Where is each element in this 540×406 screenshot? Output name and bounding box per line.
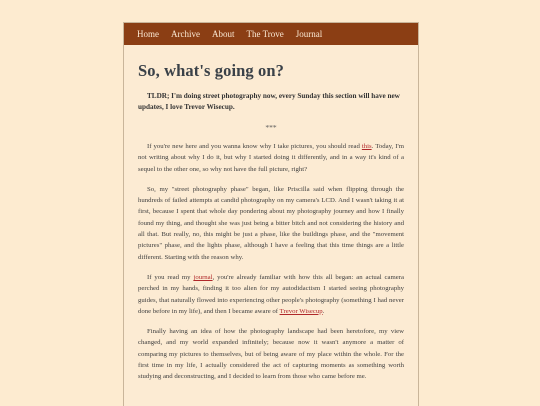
nav-archive[interactable]: Archive	[171, 29, 200, 39]
nav-journal[interactable]: Journal	[295, 29, 323, 39]
paragraph-1-text-a: If you're new here and you wanna know why I take pictures, you should read	[147, 143, 362, 150]
paragraph-3	[138, 272, 404, 317]
article	[124, 45, 418, 383]
paragraph-4: Finally having an idea of how the photography landscape had been heretofore, my view changed, and my world expanded infinitely; because now it wasn't anymore a matter of comparing my pictures to themselves, but of being aware of my place within the whole. For the first time in my life, I actually considered the act of capturing moments as something worth studying and deconstructing, and I decided to learn from those who came before me.	[138, 328, 404, 381]
nav-about[interactable]: About	[212, 29, 235, 39]
nav-home[interactable]: Home	[137, 29, 159, 39]
paragraph-3-text-c: .	[322, 307, 325, 315]
section-separator: ***	[265, 123, 277, 132]
paragraph-3-text-a: If you read my	[147, 273, 194, 281]
paragraph-1	[138, 141, 404, 175]
top-nav	[124, 23, 418, 45]
journal-link[interactable]: journal	[193, 273, 213, 281]
paragraph-1-text-b: . Today, I'm not writing about why I do it, but why I started doing it differently, and in a way it's kind of a sequel to the other one, so why not have the full picture, right?	[138, 143, 404, 173]
this-link[interactable]: this	[361, 143, 372, 150]
page-title: So, what's going on?	[138, 61, 284, 80]
trevor-wisecup-link[interactable]: Trevor Wisecup	[279, 307, 323, 315]
nav-the-trove[interactable]: The Trove	[246, 29, 284, 39]
paragraph-3-text-b: , you're already familiar with how this all began: an actual camera perched in my hands, finding it too alien for my autodidactism I started seeing photography guides, that naturally flowed into experiencing other people's photography (something I had never done before in my life), and then I became aware of	[138, 273, 404, 315]
paragraph-2: So, my "street photography phase" began, like Priscilla said when flipping through the hundreds of failed attempts at candid photography on my camera's LCD. And I wasn't taking it at first, because I spent that whole day pondering about my photography journey and how I finally found my thing, and thought she was just being a bitter bitch and not considering the history and all that. But really, no, this might be just a phase, like the buildings phase, and the "movement pictures" phase, and the lights phase, although I have a feeling that this time things are a little different. Starting with the reason why.	[138, 185, 404, 261]
tldr-summary: TLDR; I'm doing street photography now, every Sunday this section will have new updates, I love Trevor Wisecup.	[138, 92, 400, 111]
page-container	[123, 22, 419, 406]
